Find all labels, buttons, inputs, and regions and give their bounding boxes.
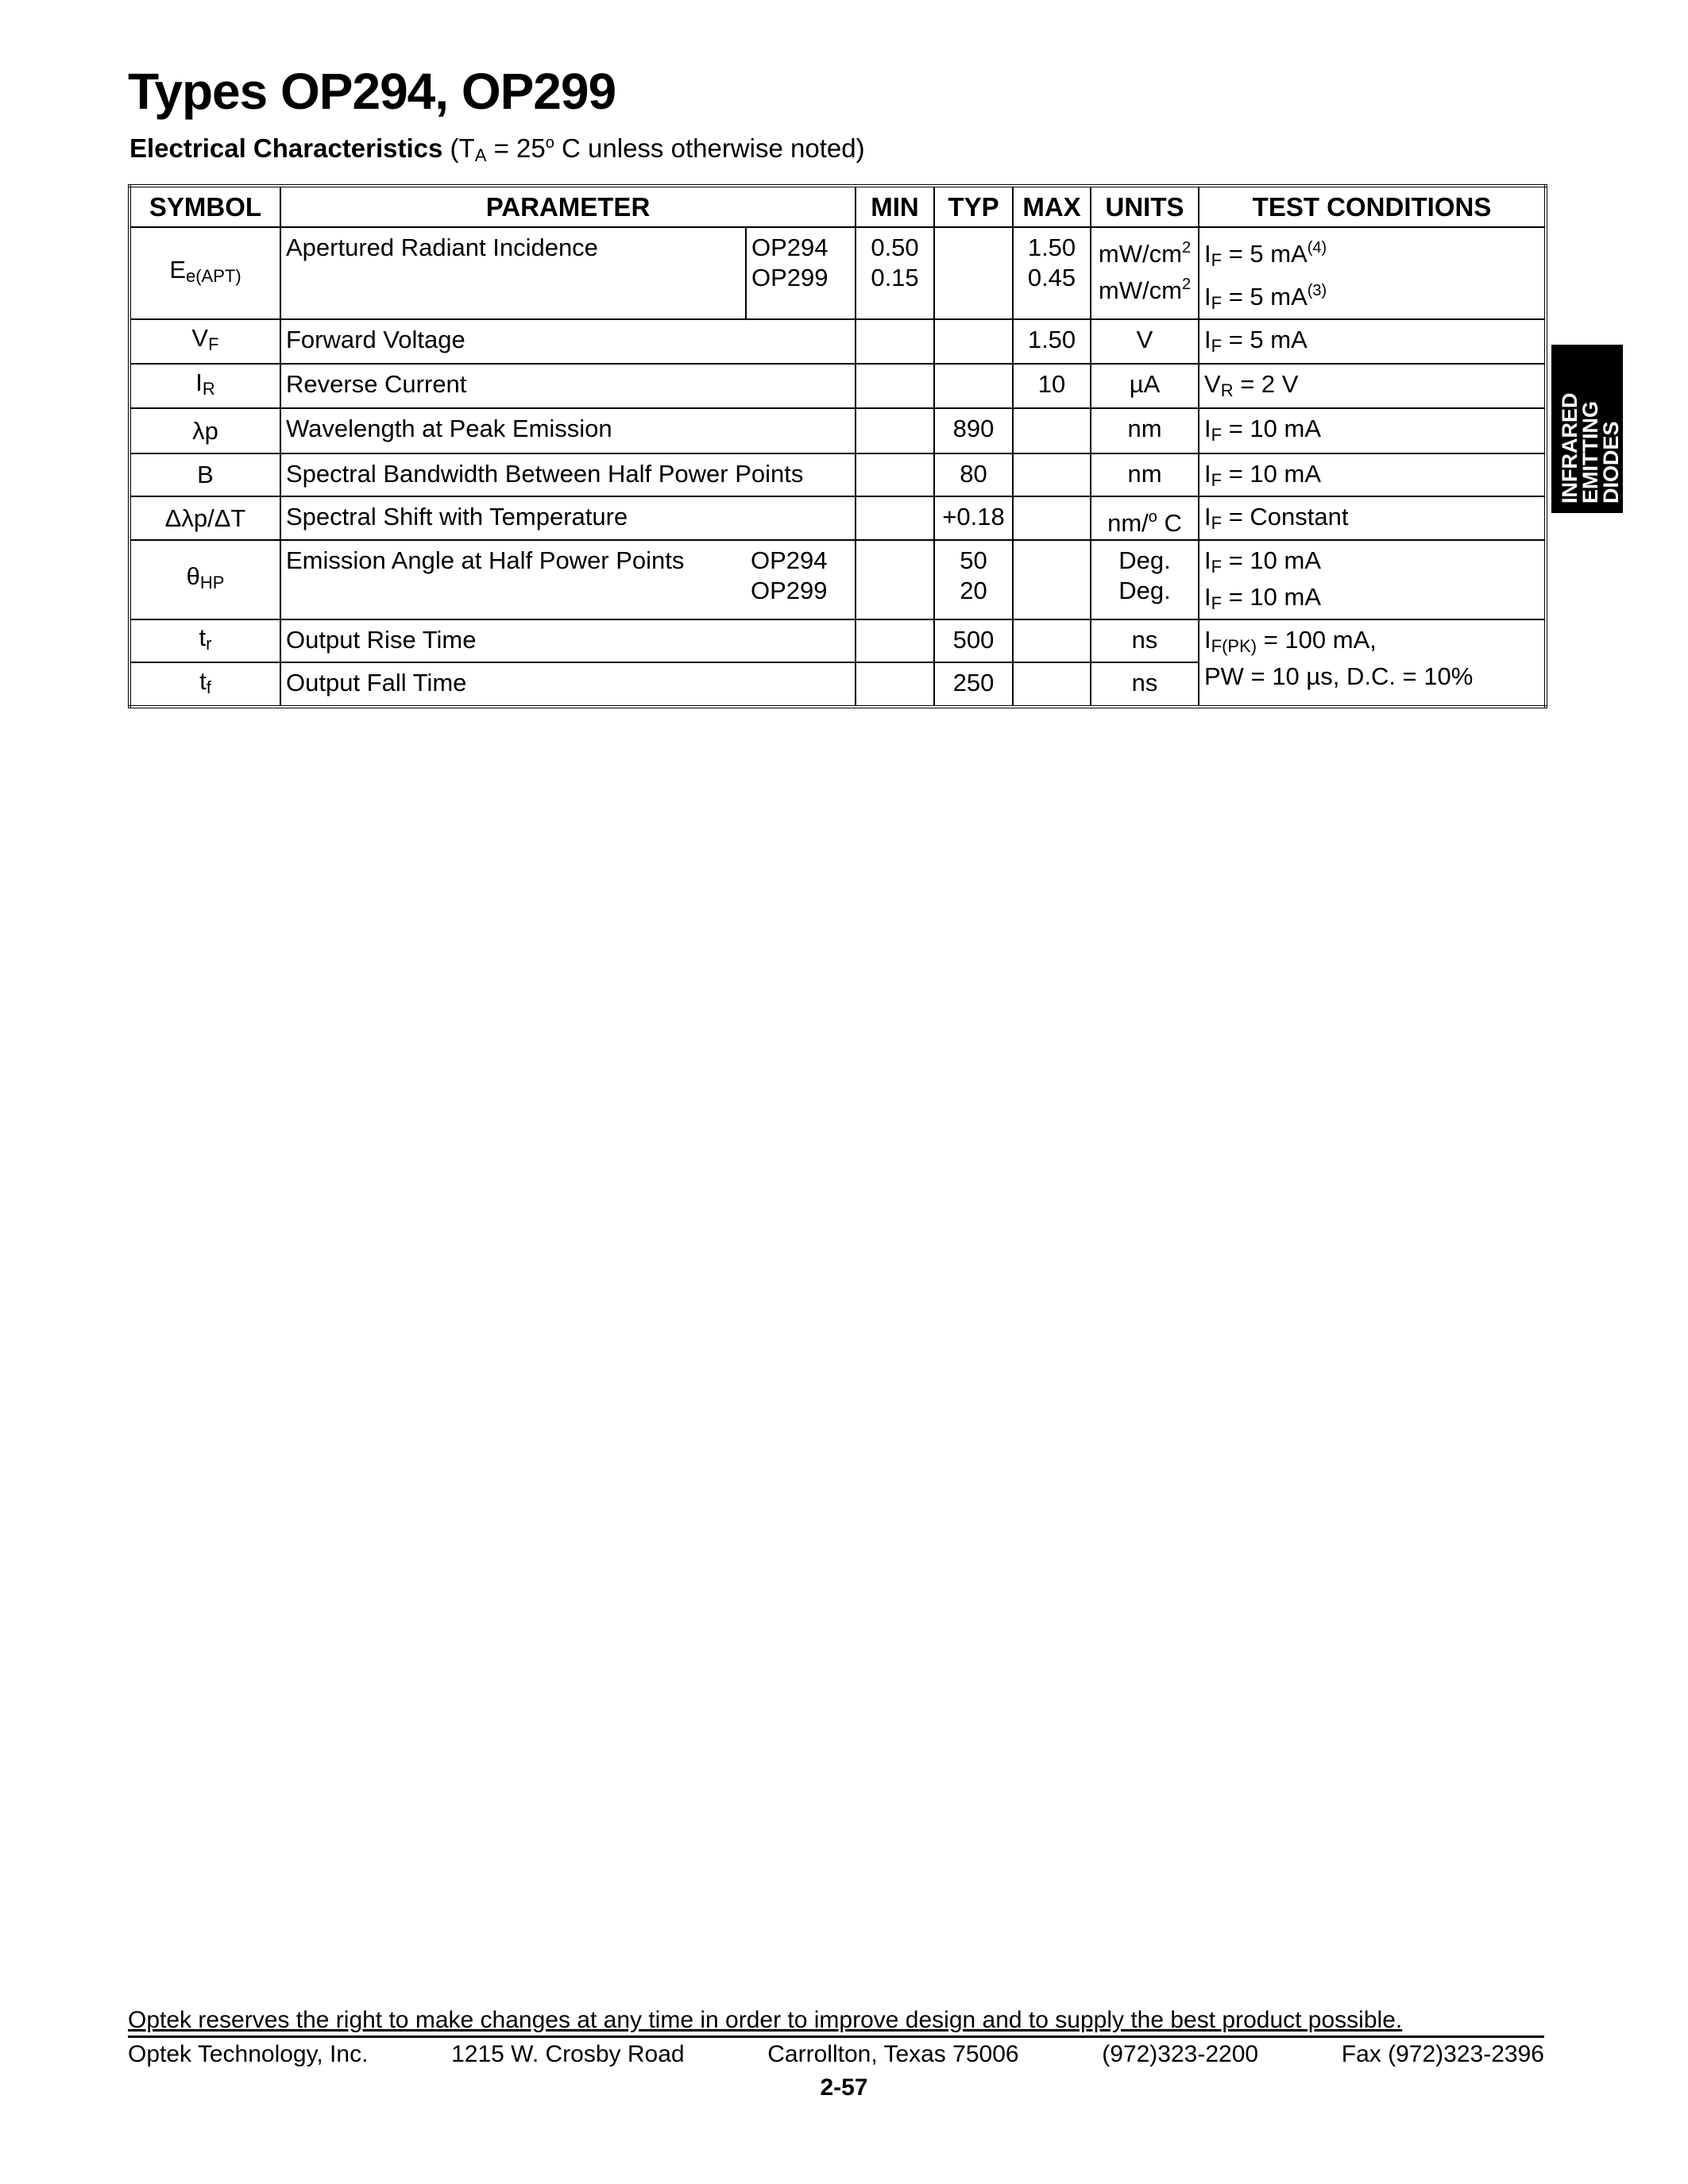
test-text: I [1204,326,1211,353]
variant: OP299 [751,264,829,291]
value: 20 [960,577,987,604]
test-text: = 10 mA [1222,415,1322,442]
units-cell: ns [1091,662,1199,707]
test-cell [1199,364,1546,408]
typ-cell: 80 [934,453,1013,496]
section-subtitle [129,133,865,166]
table-row [129,540,1546,619]
typ-cell: 500 [934,619,1013,662]
symbol-cell [129,319,280,364]
subtitle-text: (T [442,133,475,163]
parameter-cell: Forward Voltage [280,319,856,364]
header-typ: TYP [934,186,1013,227]
variant: OP294 [751,233,829,261]
test-cell [1199,540,1546,619]
unit-sup: 2 [1181,276,1192,293]
variant: OP294 [751,546,828,574]
units-cell: nm [1091,408,1199,453]
symbol-sub: r [206,634,212,654]
symbol-sub: e(APT) [186,266,241,286]
parameter-cell: Output Rise Time [280,619,856,662]
test-sub: F [1211,336,1223,356]
test-text: PW = 10 µs, D.C. = 10% [1204,662,1474,690]
test-text: I [1204,503,1211,531]
units-cell: ns [1091,619,1199,662]
section-side-tab [1551,345,1623,513]
symbol: V [191,324,209,352]
symbol-cell: λp [129,408,280,453]
footnote-ref: (4) [1307,239,1327,257]
max-cell [1013,227,1091,319]
test-cell [1199,453,1546,496]
symbol-cell [129,662,280,707]
test-sub: F [1211,557,1223,577]
table-row [129,619,1546,662]
test-text: = 2 V [1233,370,1299,398]
test-text: = Constant [1222,503,1349,531]
side-tab-label [1559,393,1621,504]
footer-disclaimer: Optek reserves the right to make changes at any time in order to improve design and to supply the best product possible. [128,2007,1403,2033]
subtitle-bold: Electrical Characteristics [129,133,443,163]
subtitle-sub: A [474,145,487,165]
header-max: MAX [1013,186,1091,227]
test-sub: F [1211,293,1223,313]
symbol-sub: F [208,334,219,354]
side-tab-line: DIODES [1599,421,1623,504]
unit: nm/ [1107,509,1149,537]
units-cell [1091,540,1199,619]
parameter-cell: Reverse Current [280,364,856,408]
units-cell: V [1091,319,1199,364]
test-sub: F [1211,513,1223,533]
unit: mW/cm [1098,276,1182,304]
symbol-sub: f [206,677,211,697]
table-row [129,319,1546,364]
test-text: I [1204,415,1211,442]
test-text: = 5 mA [1222,283,1308,311]
value: 0.15 [871,264,919,291]
typ-cell [934,540,1013,619]
test-cell [1199,408,1546,453]
test-sub: F [1211,425,1223,445]
units-cell [1091,496,1199,540]
subtitle-text: = 25 [486,133,546,163]
test-sub: F [1211,250,1223,270]
symbol: t [199,666,207,695]
test-text: V [1204,370,1221,398]
table-row [129,408,1546,453]
symbol: I [195,369,203,396]
test-text: I [1204,583,1211,611]
value: 50 [960,546,987,574]
test-sub: F(PK) [1211,636,1257,656]
unit: C [1157,509,1182,537]
test-text: I [1204,240,1211,268]
variant-cell [746,540,856,619]
test-text: = 5 mA [1222,240,1308,268]
company-name: Optek Technology, Inc. [128,2041,369,2067]
symbol-cell [129,540,280,619]
test-text: I [1204,283,1211,311]
test-text: = 100 mA, [1257,626,1377,654]
typ-cell: 890 [934,408,1013,453]
side-tab-line: INFRARED [1558,392,1582,504]
test-cell [1199,319,1546,364]
test-text: = 10 mA [1222,583,1322,611]
city: Carrollton, Texas 75006 [767,2041,1019,2067]
test-text: I [1204,546,1211,574]
symbol-cell [129,364,280,408]
unit: Deg. [1118,577,1171,604]
max-cell: 10 [1013,364,1091,408]
test-sub: F [1211,470,1223,490]
test-cell [1199,496,1546,540]
table-row [129,496,1546,540]
header-min: MIN [856,186,934,227]
subtitle-sup: o [545,134,554,152]
unit: mW/cm [1098,240,1182,268]
table-header [129,186,1546,227]
header-test-conditions: TEST CONDITIONS [1199,186,1546,227]
page-number: 2-57 [820,2074,868,2101]
fax: Fax (972)323-2396 [1341,2041,1544,2067]
test-text: I [1204,460,1211,488]
unit-sup: 2 [1181,239,1192,257]
max-cell: 1.50 [1013,319,1091,364]
parameter-cell: Wavelength at Peak Emission [280,408,856,453]
symbol-cell: Δλp/ΔT [129,496,280,540]
parameter-cell: Apertured Radiant Incidence [280,227,746,319]
test-text: I [1204,626,1211,654]
typ-cell: +0.18 [934,496,1013,540]
footnote-ref: (3) [1307,282,1327,299]
symbol-sub: R [202,379,215,399]
parameter-cell: Spectral Bandwidth Between Half Power Points [280,453,856,496]
footer-contact [128,2041,1544,2068]
symbol: E [169,256,186,284]
test-sub: R [1220,380,1234,400]
typ-cell [934,227,1013,319]
table-row [129,364,1546,408]
variant: OP299 [751,577,828,604]
header-symbol: SYMBOL [129,186,280,227]
typ-cell: 250 [934,662,1013,707]
symbol: t [199,623,207,651]
phone: (972)323-2200 [1102,2041,1259,2067]
test-text: = 10 mA [1222,546,1322,574]
page-title: Types OP294, OP299 [128,63,616,120]
subtitle-text: C unless otherwise noted) [554,133,865,163]
units-cell: nm [1091,453,1199,496]
test-cell [1199,227,1546,319]
address: 1215 W. Crosby Road [451,2041,685,2067]
value: 0.45 [1027,264,1076,291]
side-tab-line: EMITTING [1578,401,1602,504]
test-text: = 10 mA [1222,460,1322,488]
symbol-cell [129,619,280,662]
electrical-characteristics-table [128,184,1547,708]
header-parameter: PARAMETER [280,186,856,227]
parameter-cell: Emission Angle at Half Power Points [280,540,746,619]
table-row [129,453,1546,496]
test-sub: F [1211,593,1223,613]
units-cell: µA [1091,364,1199,408]
test-cell [1199,619,1546,707]
value: 0.50 [871,233,919,261]
footer-divider [128,2035,1544,2038]
parameter-cell: Output Fall Time [280,662,856,707]
parameter-cell: Spectral Shift with Temperature [280,496,856,540]
table-row [129,227,1546,319]
units-cell [1091,227,1199,319]
value: 1.50 [1027,233,1076,261]
unit-sup: o [1148,508,1157,526]
symbol: θ [186,562,200,590]
variant-cell [746,227,856,319]
unit: Deg. [1118,546,1171,574]
test-text: = 5 mA [1222,326,1308,353]
header-units: UNITS [1091,186,1199,227]
min-cell [856,227,934,319]
symbol-cell: B [129,453,280,496]
symbol-cell [129,227,280,319]
symbol-sub: HP [199,573,225,592]
